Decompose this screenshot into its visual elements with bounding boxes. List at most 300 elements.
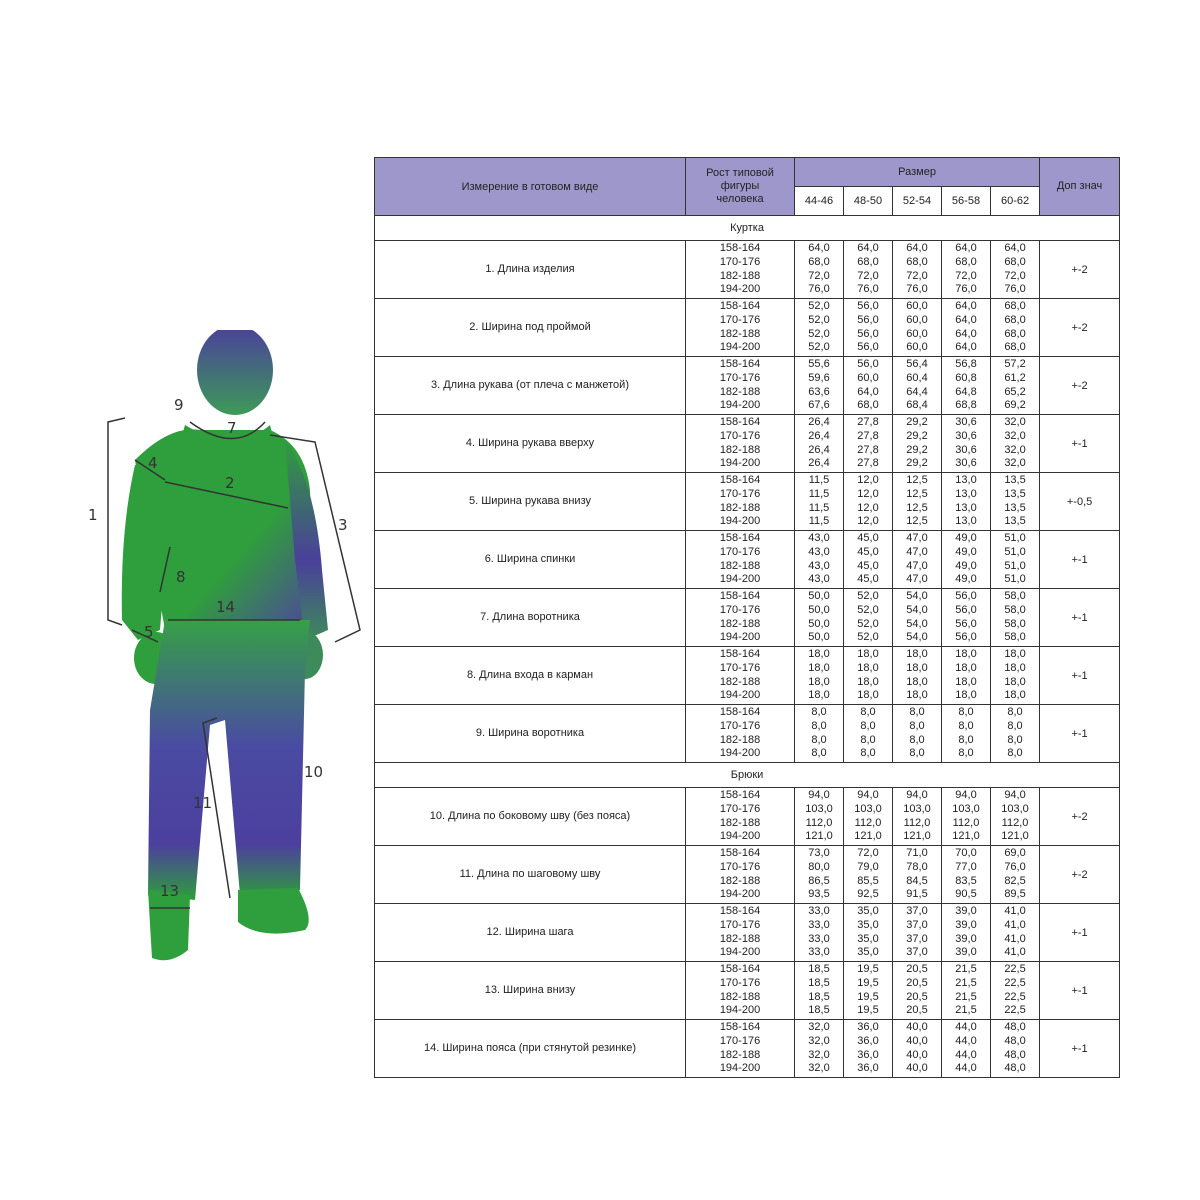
table-row [375,705,1120,763]
size-value: 20,5 [906,1004,928,1017]
size-value-cell [795,415,844,473]
size-value: 21,5 [955,962,977,975]
height-range: 170-176 [719,255,761,268]
size-value-cell [893,846,942,904]
size-value: 26,4 [808,443,830,456]
size-value: 32,0 [1004,429,1026,442]
measure-name: 14. Ширина пояса (при стянутой резинке) [375,1020,686,1078]
size-value: 13,0 [955,473,977,486]
size-value-cell [795,705,844,763]
size-value: 32,0 [1004,457,1026,470]
size-value: 44,0 [955,1062,977,1075]
size-value-cell [893,705,942,763]
size-value: 37,0 [906,946,928,959]
size-value: 57,2 [1004,357,1026,370]
size-value: 8,0 [909,747,925,760]
size-value: 37,0 [906,932,928,945]
size-value: 48,0 [1004,1034,1026,1047]
size-value: 30,6 [955,443,977,456]
size-value: 76,0 [857,283,879,296]
size-value: 59,6 [808,371,830,384]
height-range: 194-200 [719,631,761,644]
size-value: 18,5 [808,962,830,975]
measure-name: 12. Ширина шага [375,904,686,962]
size-value: 13,5 [1004,515,1026,528]
height-range: 194-200 [719,747,761,760]
size-value: 82,5 [1004,874,1026,887]
size-value: 56,0 [955,617,977,630]
size-value: 33,0 [808,904,830,917]
figure-label-1: 1 [88,506,98,524]
height-range: 170-176 [719,661,761,674]
size-value: 76,0 [906,283,928,296]
size-value: 12,0 [857,515,879,528]
height-range: 170-176 [719,313,761,326]
size-value: 44,0 [955,1034,977,1047]
size-value-cell [942,357,991,415]
size-value: 64,0 [808,241,830,254]
size-value-cell [991,473,1040,531]
size-value: 32,0 [1004,443,1026,456]
size-value: 41,0 [1004,918,1026,931]
size-value-cell [893,788,942,846]
size-value: 64,0 [1004,241,1026,254]
size-value: 22,5 [1004,976,1026,989]
size-value-cell [942,241,991,299]
size-value: 18,0 [906,689,928,702]
size-value: 11,5 [808,515,830,528]
size-value: 103,0 [1001,802,1029,815]
height-range: 158-164 [719,531,761,544]
tolerance-value: +-1 [1040,962,1120,1020]
size-value-cell [991,647,1040,705]
table-row [375,415,1120,473]
size-value: 47,0 [906,573,928,586]
table-row [375,647,1120,705]
size-value-cell [844,473,893,531]
size-value: 8,0 [860,705,876,718]
height-range: 194-200 [719,457,761,470]
size-value: 60,4 [906,371,928,384]
measure-name: 8. Длина входа в карман [375,647,686,705]
height-range: 194-200 [719,573,761,586]
size-value: 8,0 [860,747,876,760]
size-value: 45,0 [857,559,879,572]
section-row [375,763,1120,788]
size-value-cell [844,647,893,705]
figure-head [197,330,273,415]
size-value: 72,0 [1004,269,1026,282]
section-row [375,216,1120,241]
size-value: 64,0 [955,299,977,312]
size-value: 69,0 [1004,846,1026,859]
size-value: 68,0 [1004,299,1026,312]
size-value: 11,5 [808,501,830,514]
size-value: 52,0 [808,313,830,326]
size-value-cell [991,846,1040,904]
height-range-cell [686,788,795,846]
size-value-cell [991,788,1040,846]
table-row [375,473,1120,531]
size-value: 32,0 [808,1048,830,1061]
size-value: 68,4 [906,399,928,412]
figure-label-8: 8 [176,568,186,586]
size-value-cell [795,1020,844,1078]
size-value: 40,0 [906,1020,928,1033]
figure-label-5: 5 [144,623,154,641]
size-value: 18,0 [857,647,879,660]
size-value: 29,2 [906,415,928,428]
table-row [375,846,1120,904]
header-size-44-46: 44-46 [795,187,844,216]
size-value-cell [893,415,942,473]
size-value: 58,0 [1004,631,1026,644]
size-value: 51,0 [1004,545,1026,558]
size-value: 112,0 [805,816,833,829]
size-value: 29,2 [906,443,928,456]
size-value: 68,0 [1004,255,1026,268]
figure-left-foot [148,890,190,960]
size-value-cell [844,788,893,846]
size-value: 20,5 [906,976,928,989]
size-value: 94,0 [808,788,830,801]
size-value: 68,0 [808,255,830,268]
height-range: 182-188 [719,675,761,688]
size-value: 60,8 [955,371,977,384]
height-range: 158-164 [719,1020,761,1033]
size-value: 52,0 [857,589,879,602]
header-size-48-50: 48-50 [844,187,893,216]
size-value: 26,4 [808,429,830,442]
size-value: 12,0 [857,501,879,514]
header-size: Размер [795,158,1040,187]
size-value: 36,0 [857,1034,879,1047]
size-value: 68,8 [955,399,977,412]
size-value-cell [795,589,844,647]
size-value: 112,0 [952,816,980,829]
size-value: 103,0 [952,802,980,815]
size-value-cell [991,357,1040,415]
size-value-cell [942,788,991,846]
height-range: 194-200 [719,283,761,296]
size-value: 8,0 [958,733,974,746]
size-value: 12,0 [857,487,879,500]
height-range: 170-176 [719,918,761,931]
size-value: 56,8 [955,357,977,370]
size-value: 103,0 [854,802,882,815]
height-range: 158-164 [719,473,761,486]
tolerance-value: +-1 [1040,531,1120,589]
height-range: 170-176 [719,603,761,616]
size-value: 18,0 [808,647,830,660]
tolerance-value: +-1 [1040,589,1120,647]
height-range: 194-200 [719,515,761,528]
size-value: 41,0 [1004,932,1026,945]
measure-name: 5. Ширина рукава внизу [375,473,686,531]
body-measurement-figure [60,330,380,980]
size-value: 49,0 [955,573,977,586]
size-value: 63,6 [808,385,830,398]
size-value: 18,0 [955,647,977,660]
size-value: 8,0 [909,733,925,746]
size-value: 56,0 [955,631,977,644]
height-range-cell [686,357,795,415]
size-value-cell [942,589,991,647]
size-value-cell [844,846,893,904]
size-value: 26,4 [808,457,830,470]
size-value: 29,2 [906,457,928,470]
size-value: 8,0 [958,719,974,732]
size-value: 43,0 [808,531,830,544]
size-value: 8,0 [958,747,974,760]
size-value: 32,0 [1004,415,1026,428]
size-value: 18,0 [906,675,928,688]
size-value: 54,0 [906,589,928,602]
size-value: 121,0 [854,830,882,843]
height-range: 194-200 [719,341,761,354]
size-value: 18,0 [857,661,879,674]
size-value: 19,5 [857,1004,879,1017]
size-value-cell [942,647,991,705]
measure-name: 9. Ширина воротника [375,705,686,763]
table-row [375,299,1120,357]
size-value: 21,5 [955,1004,977,1017]
size-value: 50,0 [808,617,830,630]
size-value: 39,0 [955,932,977,945]
size-value: 121,0 [903,830,931,843]
size-value: 60,0 [906,299,928,312]
size-value: 70,0 [955,846,977,859]
size-value-cell [991,705,1040,763]
height-range: 182-188 [719,327,761,340]
measure-name: 6. Ширина спинки [375,531,686,589]
size-value: 18,0 [906,661,928,674]
size-value: 18,5 [808,990,830,1003]
size-value-cell [893,904,942,962]
height-range: 194-200 [719,1004,761,1017]
size-value: 44,0 [955,1020,977,1033]
tolerance-value: +-1 [1040,1020,1120,1078]
height-range: 170-176 [719,719,761,732]
size-value: 40,0 [906,1062,928,1075]
size-value-cell [991,589,1040,647]
height-range: 182-188 [719,617,761,630]
height-range-cell [686,904,795,962]
size-value: 91,5 [906,888,928,901]
size-value: 19,5 [857,962,879,975]
size-value: 21,5 [955,976,977,989]
header-size-60-62: 60-62 [991,187,1040,216]
size-value: 68,0 [857,399,879,412]
table-body [375,216,1120,1078]
size-value: 22,5 [1004,990,1026,1003]
size-value: 22,5 [1004,1004,1026,1017]
size-value-cell [795,788,844,846]
size-value-cell [844,299,893,357]
size-table [374,157,1120,1078]
size-value-cell [991,415,1040,473]
size-value: 19,5 [857,990,879,1003]
size-value-cell [893,589,942,647]
size-value: 43,0 [808,559,830,572]
size-value: 20,5 [906,990,928,1003]
size-value: 78,0 [906,860,928,873]
size-value: 121,0 [952,830,980,843]
height-range: 182-188 [719,385,761,398]
height-range: 182-188 [719,269,761,282]
size-value: 50,0 [808,631,830,644]
size-value: 18,0 [955,661,977,674]
size-value: 8,0 [909,719,925,732]
size-value: 18,0 [1004,675,1026,688]
size-value: 8,0 [909,705,925,718]
figure-pants [148,620,310,900]
measure-name: 1. Длина изделия [375,241,686,299]
size-value: 32,0 [808,1020,830,1033]
size-value: 49,0 [955,545,977,558]
height-range: 158-164 [719,357,761,370]
size-value: 35,0 [857,904,879,917]
height-range: 182-188 [719,932,761,945]
size-value: 13,0 [955,487,977,500]
size-value: 48,0 [1004,1048,1026,1061]
size-value: 60,0 [906,341,928,354]
size-value: 45,0 [857,531,879,544]
size-value: 64,0 [857,241,879,254]
measure-name: 11. Длина по шаговому шву [375,846,686,904]
figure-label-2: 2 [225,474,235,492]
size-value: 72,0 [857,269,879,282]
size-value-cell [795,357,844,415]
size-value: 18,0 [955,675,977,688]
size-value: 32,0 [808,1034,830,1047]
size-value-cell [844,705,893,763]
size-value: 13,5 [1004,473,1026,486]
size-value: 37,0 [906,904,928,917]
size-value: 35,0 [857,946,879,959]
size-value: 36,0 [857,1048,879,1061]
size-value: 69,2 [1004,399,1026,412]
height-range: 182-188 [719,874,761,887]
table-row [375,904,1120,962]
size-value: 72,0 [906,269,928,282]
size-value: 43,0 [808,545,830,558]
size-value: 27,8 [857,457,879,470]
size-value: 60,0 [906,327,928,340]
size-value: 65,2 [1004,385,1026,398]
size-value: 18,5 [808,1004,830,1017]
size-value: 26,4 [808,415,830,428]
size-value: 8,0 [811,747,827,760]
measure-name: 2. Ширина под проймой [375,299,686,357]
size-value: 45,0 [857,545,879,558]
height-range: 170-176 [719,371,761,384]
figure-label-4: 4 [148,454,158,472]
size-value: 18,0 [1004,689,1026,702]
height-range: 182-188 [719,816,761,829]
size-value: 36,0 [857,1020,879,1033]
size-value: 64,0 [955,341,977,354]
height-range: 158-164 [719,962,761,975]
size-value: 56,0 [857,327,879,340]
size-value: 52,0 [857,617,879,630]
table-row [375,1020,1120,1078]
size-value: 56,0 [857,341,879,354]
size-value-cell [991,299,1040,357]
size-value: 18,0 [857,675,879,688]
size-value: 18,5 [808,976,830,989]
measure-name: 4. Ширина рукава вверху [375,415,686,473]
size-value-cell [795,473,844,531]
size-value: 94,0 [857,788,879,801]
size-value: 22,5 [1004,962,1026,975]
size-value-cell [795,904,844,962]
size-value: 83,5 [955,874,977,887]
size-value: 56,0 [955,589,977,602]
size-value-cell [893,473,942,531]
size-value: 18,0 [808,675,830,688]
size-value: 68,0 [1004,327,1026,340]
size-value-cell [893,962,942,1020]
size-value-cell [844,589,893,647]
size-value: 13,5 [1004,501,1026,514]
height-range: 194-200 [719,689,761,702]
size-value: 86,5 [808,874,830,887]
size-value: 11,5 [808,473,830,486]
table-row [375,357,1120,415]
figure-label-3: 3 [338,516,348,534]
height-range: 158-164 [719,788,761,801]
size-value: 37,0 [906,918,928,931]
size-value-cell [795,647,844,705]
size-value: 94,0 [955,788,977,801]
size-value: 13,5 [1004,487,1026,500]
tolerance-value: +-1 [1040,705,1120,763]
tolerance-value: +-2 [1040,846,1120,904]
size-value: 56,0 [857,313,879,326]
size-value: 76,0 [1004,283,1026,296]
size-value-cell [844,531,893,589]
size-value: 56,0 [857,299,879,312]
size-value: 48,0 [1004,1020,1026,1033]
height-range: 158-164 [719,647,761,660]
size-value: 8,0 [811,719,827,732]
size-value: 54,0 [906,617,928,630]
size-value: 64,0 [955,327,977,340]
figure-label-11: 11 [193,794,213,812]
size-value-cell [795,241,844,299]
size-value: 45,0 [857,573,879,586]
size-value: 58,0 [1004,589,1026,602]
size-value: 52,0 [808,327,830,340]
size-value: 48,0 [1004,1062,1026,1075]
size-value: 12,5 [906,515,928,528]
header-height: Рост типовой фигуры человека [686,158,795,216]
size-value: 90,5 [955,888,977,901]
height-range: 194-200 [719,946,761,959]
size-value: 8,0 [1007,733,1023,746]
size-value: 54,0 [906,603,928,616]
header-tolerance: Доп знач [1040,158,1120,216]
size-value: 18,0 [1004,661,1026,674]
size-value-cell [942,415,991,473]
size-value: 72,0 [857,846,879,859]
figure-label-13: 13 [160,882,180,900]
height-range-cell [686,589,795,647]
size-value: 39,0 [955,946,977,959]
size-value: 68,0 [955,255,977,268]
size-value-cell [942,473,991,531]
